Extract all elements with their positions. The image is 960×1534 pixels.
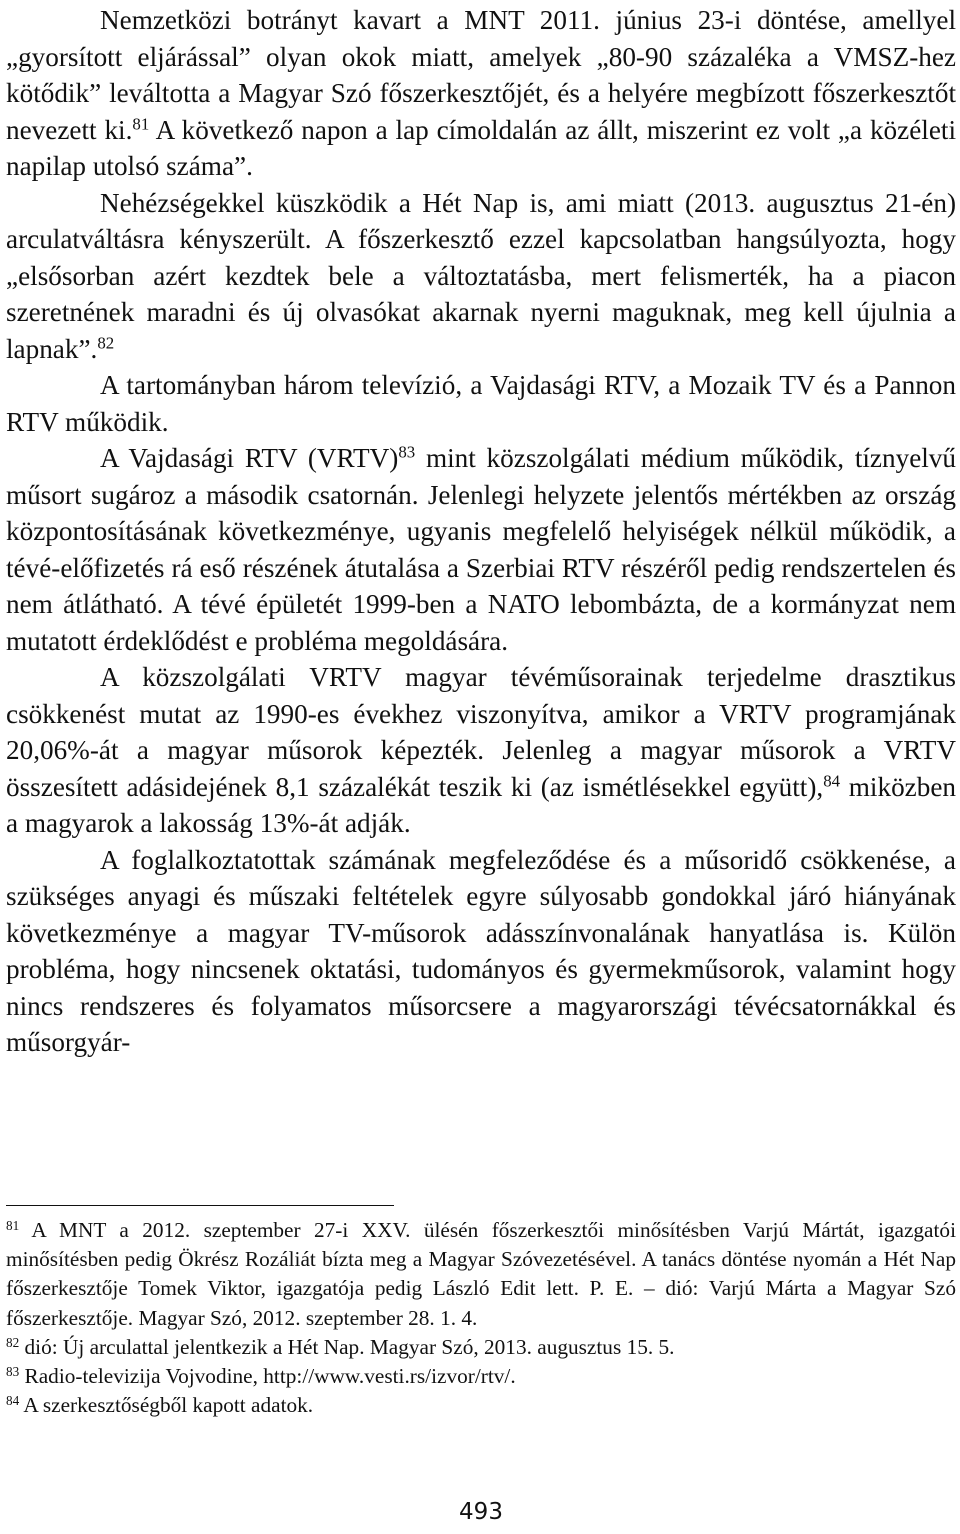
paragraph-4: A Vajdasági RTV (VRTV)$^{83}$ mint közszolgálati médium működik, tíznyelvű műsort sugároz a második csatornán. Jelenlegi helyzete jelentős mértékben az ország központosításának következménye, ugyanis megfelelő helyiségek nélkül működik, a tévé-előfizetés rá eső részének átutalása a Szerbiai RTV részéről pedig rendszertelen és nem átlátható. A tévé épületét 1999-ben a NATO lebombázta, de a kormányzat nem mutatott érdeklődést e probléma megoldására. — [6, 442, 956, 656]
body-text — [6, 2, 956, 1061]
footnote-84: $^{84}$ A szerkesztőségből kapott adatok. — [6, 1392, 314, 1418]
document-page — [6, 0, 956, 1525]
footnote-82: $^{82}$ dió: Új arculattal jelentkezik a Hét Nap. Magyar Szó, 2013. augusztus 15. 5. — [6, 1334, 675, 1359]
page-number: 493 — [459, 1499, 503, 1525]
paragraph-6: A foglalkoztatottak számának megfeleződése és a műsoridő csökkenése, a szükséges anyagi és műszaki feltételek egyre súlyosabb gondokkal járó hiányának következménye a magyar TV-műsorok adásszínvonalának hanyatlása is. Külön probléma, hogy nincsenek oktatási, tudományos és gyermekműsorok, valamint hogy nincs rendszeres és folyamatos műsorcsere a magyarországi tévécsatornákkal és műsorgyár- — [6, 844, 956, 1057]
footnote-ref-84[interactable]: 84 — [823, 771, 841, 791]
paragraph-5: A közszolgálati VRTV magyar tévéműsorainak terjedelme drasztikus csökkenést mutat az 1990-es évekhez viszonyítva, amikor a VRTV programjának 20,06%-át a magyar műsorok képezték. Jelenleg a magyar műsorok a VRTV összesített adásidejének 8,1 százalékát teszik ki (az ismétlésekkel együtt),$^{84}$ miközben a magyarok a lakosság 13%-át adják. — [6, 662, 956, 838]
footnote-ref-83[interactable]: 83 — [398, 442, 416, 462]
footnote-81: $^{81}$ A MNT a 2012. szeptember 27-i XXV. ülésén főszerkesztői minősítésben Varjú Mártát, igazgatói minősítésben pedig Ökrész Rozáliát bízta meg a Magyar Szóvezetésével. A tanács döntése nyomán a Hét Nap főszerkesztője Tomek Viktor, igazgatója pedig László Edit lett. P. E. – dió: Varjú Márta a Magyar Szó főszerkesztője. Magyar Szó, 2012. szeptember 28. 1. 4. — [6, 1217, 956, 1330]
footnote-ref-82[interactable]: 82 — [97, 333, 115, 353]
paragraph-1: Nemzetközi botrányt kavart a MNT 2011. június 23-i döntése, amellyel „gyorsított eljárással” olyan okok miatt, amelyek „80-90 százaléka a VMSZ-hez kötődik” leváltotta a Magyar Szó főszerkesztőjét, és a helyére megbízott főszerkesztőt nevezett ki.$^{81}$ A következő napon a lap címoldalán az állt, miszerint ez volt „a közéleti napilap utolsó száma”. — [6, 5, 956, 181]
footnote-83: $^{83}$ Radio-televizija Vojvodine, http://www.vesti.rs/izvor/rtv/. — [6, 1363, 516, 1389]
footnote-ref-81[interactable]: 81 — [132, 114, 150, 134]
footnotes — [6, 1216, 956, 1420]
footnote-separator — [6, 1205, 394, 1206]
paragraph-3: A tartományban három televízió, a Vajdasági RTV, a Mozaik TV és a Pannon RTV működik. — [6, 370, 956, 437]
paragraph-2: Nehézségekkel küszködik a Hét Nap is, ami miatt (2013. augusztus 21-én) arculatváltásra kényszerült. A főszerkesztő ezzel kapcsolatban hangsúlyozta, hogy „elsősorban azért kezdtek bele a változtatásba, mert felismerték, ha a piacon szeretnének maradni és új olvasókat akarnak nyerni maguknak, meg kell újulnia a lapnak”.$^{82}$ — [6, 187, 956, 364]
